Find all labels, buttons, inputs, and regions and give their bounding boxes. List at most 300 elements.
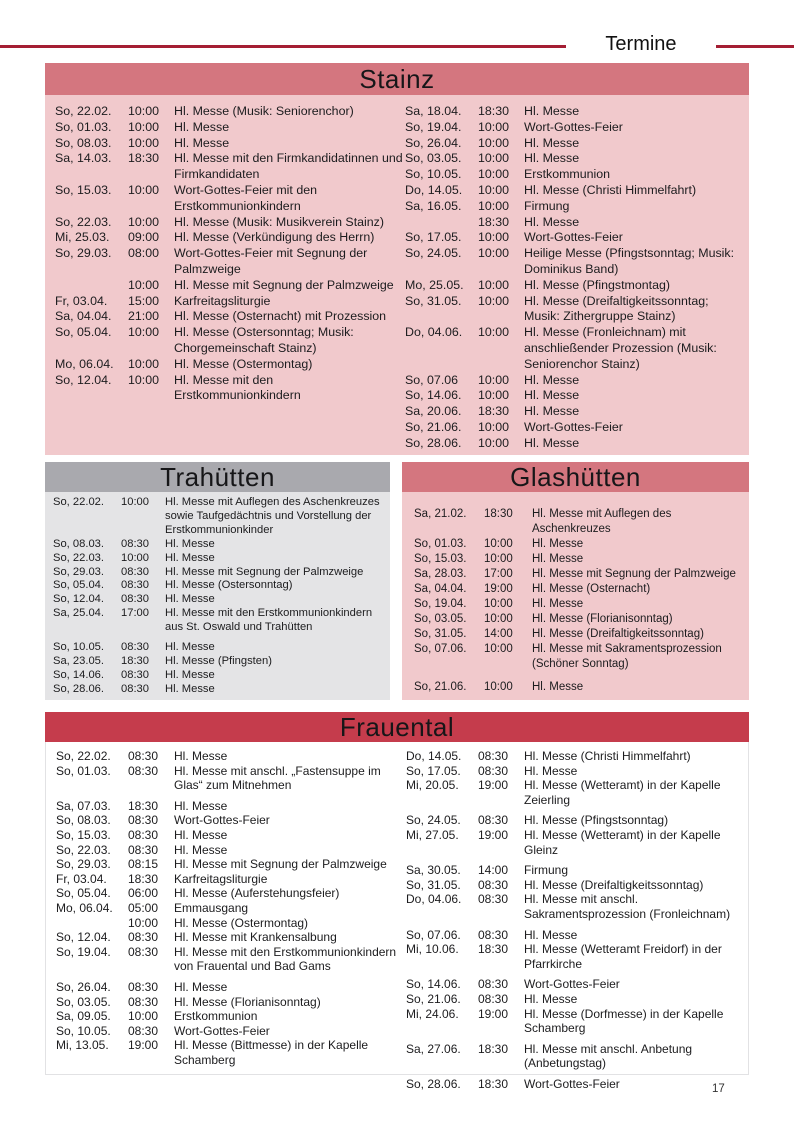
event-time: 19:00 [478,827,509,842]
event-date: So, 05.04. [53,579,105,592]
schedule-row [53,669,388,683]
schedule-row [55,373,405,405]
schedule-row [55,104,405,120]
event-date: Sa, 20.06. [405,404,462,419]
schedule-row [53,655,388,669]
schedule-row [56,799,406,814]
event-date: Sa, 04.04. [55,309,112,324]
schedule-row [56,749,406,764]
event-time: 10:00 [128,119,160,134]
event-date: Sa, 23.05. [53,654,105,667]
event-time: 10:00 [128,182,160,197]
schedule-row [56,980,406,995]
event-date: So, 29.03. [56,857,111,872]
event-time: 08:30 [128,930,159,945]
event-time: 18:30 [484,508,513,520]
event-time: 08:30 [478,877,509,892]
event-description: Hl. Messe (Christi Himmelfahrt) [524,749,691,763]
event-date: Sa, 07.03. [56,798,111,813]
schedule-row [53,593,388,607]
event-description: Hl. Messe [524,435,580,450]
event-time: 10:00 [478,435,510,450]
event-date: Mi, 20.05. [406,778,459,793]
event-date: Do, 14.05. [405,182,463,197]
schedule-row [53,566,388,580]
schedule-row [55,230,405,246]
event-time: 08:30 [478,977,509,992]
event-description: Hl. Messe [524,214,580,229]
event-description: Hl. Messe [524,372,580,387]
event-date: So, 26.04. [405,135,462,150]
event-time: 08:15 [128,857,159,872]
event-time: 10:00 [128,277,160,292]
event-time: 08:30 [128,994,159,1009]
event-time: 10:00 [128,325,160,340]
schedule-row [53,538,388,552]
stainz-left-column [55,104,405,455]
event-description: Hl. Messe [174,119,230,134]
schedule-row [53,683,388,697]
event-description: Hl. Messe [174,827,228,842]
stainz-right-column [405,104,747,455]
event-time: 18:30 [128,798,159,813]
schedule-row [55,357,405,373]
schedule-row [405,151,747,167]
event-time: 09:00 [128,230,160,245]
schedule-row [55,183,405,215]
event-time: 17:00 [484,568,513,580]
event-date: Sa, 04.04. [414,583,467,595]
event-description: Hl. Messe [174,979,228,994]
event-date: So, 08.03. [56,813,111,828]
event-date: So, 22.02. [56,749,111,763]
event-description: Hl. Messe [524,927,578,942]
event-description: Hl. Messe [165,668,215,681]
event-date: So, 24.05. [405,246,462,261]
schedule-row [406,1077,746,1092]
schedule-row [405,278,747,294]
event-time: 08:30 [478,991,509,1006]
event-time: 18:30 [478,942,509,957]
schedule-row [55,246,405,278]
schedule-row [405,388,747,404]
event-time: 10:00 [128,1009,159,1024]
event-date: So, 28.06. [405,435,462,450]
event-time: 10:00 [484,613,513,625]
schedule-row [414,582,745,597]
event-description: Hl. Messe (Wetteramt Freidorf) in der Pfarrkirche [524,942,722,971]
event-time: 18:30 [478,104,510,118]
event-description: Hl. Messe mit Segnung der Palmzweige [532,568,736,580]
event-description: Wort-Gottes-Feier mit Segnung der Palmzweige [174,246,368,276]
event-description: Hl. Messe [532,598,584,610]
schedule-row [405,246,747,278]
event-time: 10:00 [478,246,510,261]
header-rule-left [0,45,566,48]
event-description: Hl. Messe mit Segnung der Palmzweige [165,565,364,578]
schedule-row [406,928,746,943]
schedule-row [414,612,745,627]
schedule-row [56,930,406,945]
event-date: Mi, 24.06. [406,1006,459,1021]
event-description: Hl. Messe mit anschl. Sakramentsprozession (Fronleichnam) [524,892,731,921]
section-stainz [45,63,749,455]
event-date: So, 07.06. [406,927,461,942]
section-title-frauental: Frauental [45,712,749,742]
schedule-row [55,294,405,310]
schedule-row [56,843,406,858]
event-description: Hl. Messe (Ostersonntag) [165,579,293,592]
schedule-row [56,828,406,843]
event-date: Mi, 13.05. [56,1038,109,1053]
event-date: Mo, 25.05. [405,277,464,292]
schedule-row [414,627,745,642]
event-description: Hl. Messe (Wetteramt) in der Kapelle Zeierling [524,778,721,807]
event-description: Hl. Messe [532,538,584,550]
event-time: 10:00 [484,553,513,565]
event-description: Hl. Messe [174,749,228,763]
event-time: 10:00 [128,104,160,118]
section-trahuetten [45,462,390,700]
event-time: 08:30 [128,1023,159,1038]
event-time: 10:00 [478,293,510,308]
event-date: Do, 14.05. [406,749,462,763]
event-time: 10:00 [128,214,160,229]
section-title-stainz: Stainz [45,63,749,95]
event-time: 10:00 [121,496,149,508]
schedule-row [405,104,747,120]
event-time: 08:30 [121,537,149,550]
event-time: 19:00 [484,583,513,595]
event-time: 10:00 [121,551,149,564]
event-date: Sa, 18.04. [405,104,462,118]
event-time: 18:30 [128,151,160,166]
event-time: 08:30 [121,641,149,654]
event-description: Firmung [524,863,569,878]
schedule-row [406,942,746,971]
schedule-row [56,886,406,901]
event-time: 08:30 [128,827,159,842]
event-date: So, 03.05. [405,151,462,166]
schedule-row [55,151,405,183]
section-body-stainz [45,95,749,455]
event-time: 08:00 [128,246,160,261]
schedule-row [414,642,745,672]
event-time: 10:00 [478,182,510,197]
event-date: So, 19.04. [414,598,467,610]
event-description: Wort-Gottes-Feier [524,419,623,434]
event-date: So, 10.05. [405,167,462,182]
event-description: Karfreitagsliturgie [174,871,268,886]
event-date: So, 10.05. [56,1023,111,1038]
event-description: Hl. Messe [524,763,578,778]
page-content [45,63,749,1091]
event-time: 18:30 [128,871,159,886]
section-title-trahuetten: Trahütten [45,462,390,492]
event-time: 10:00 [484,643,513,655]
page-number: 17 [712,1083,725,1095]
section-body-frauental [45,742,749,1091]
event-description: Hl. Messe mit Segnung der Palmzweige [174,857,387,872]
event-time: 08:30 [121,682,149,695]
event-time: 10:00 [478,151,510,166]
event-description: Hl. Messe mit anschl. „Fastensuppe im Glas“ zum Mitnehmen [174,763,381,793]
event-date: So, 22.03. [53,551,105,564]
event-description: Wort-Gottes-Feier [524,230,623,245]
schedule-row [406,863,746,878]
frauental-left-column [56,749,406,1074]
event-description: Hl. Messe [174,798,228,813]
event-time: 06:00 [128,886,159,901]
event-date: So, 07.06. [414,643,467,655]
event-date: Sa, 25.04. [53,607,105,620]
event-description: Karfreitagsliturgie [174,293,271,308]
event-description: Hl. Messe mit Sakramentsprozession (Schöner Sonntag) [532,643,722,670]
event-date: So, 19.04. [56,944,111,959]
event-time: 18:30 [478,214,510,229]
event-time: 08:30 [128,842,159,857]
event-time: 15:00 [128,293,160,308]
schedule-row [405,136,747,152]
event-description: Hl. Messe (Ostersonntag; Musik: Chorgemeinschaft Stainz) [174,325,354,355]
event-time: 10:00 [484,538,513,550]
schedule-row [405,120,747,136]
event-time: 10:00 [478,419,510,434]
schedule-row [414,507,745,537]
event-description: Hl. Messe [524,151,580,166]
event-time: 10:00 [478,372,510,387]
section-title-glashuetten: Glashütten [402,462,749,492]
event-time: 05:00 [128,900,159,915]
event-time: 19:00 [478,1006,509,1021]
event-date: So, 01.03. [414,538,467,550]
event-date: So, 22.02. [53,496,105,508]
event-time: 08:30 [128,763,159,778]
schedule-row [405,167,747,183]
event-date: Sa, 14.03. [55,151,112,166]
schedule-row [414,567,745,582]
event-time: 08:30 [478,763,509,778]
event-date: So, 21.06. [405,419,462,434]
event-date: So, 31.05. [406,877,461,892]
event-date: So, 12.04. [53,593,105,606]
event-date: Fr, 03.04. [55,293,108,308]
event-date: Sa, 28.03. [414,568,467,580]
section-glashuetten [402,462,749,700]
event-time: 08:30 [478,892,509,907]
schedule-row [53,579,388,593]
event-time: 14:00 [478,863,509,878]
event-description: Erstkommunion [174,1009,258,1024]
event-time: 19:00 [128,1038,159,1053]
schedule-row [56,857,406,872]
event-date: So, 15.03. [55,182,112,197]
event-description: Hl. Messe mit den Erstkommunionkindern [174,372,301,403]
event-date: Sa, 16.05. [405,198,462,213]
schedule-row [405,420,747,436]
event-description: Wort-Gottes-Feier [174,1023,270,1038]
event-date: So, 31.05. [414,628,467,640]
event-time: 10:00 [478,119,510,134]
column-gap [390,462,402,700]
schedule-row [405,183,747,199]
event-time: 19:00 [478,778,509,793]
event-time: 10:00 [478,167,510,182]
event-date: So, 29.03. [55,246,112,261]
event-date: So, 28.06. [53,682,105,695]
event-time: 21:00 [128,309,160,324]
event-date: So, 22.03. [56,842,111,857]
event-time: 10:00 [478,277,510,292]
page-header-label: Termine [605,33,677,55]
event-date: Mo, 06.04. [56,900,113,915]
event-description: Hl. Messe [524,135,580,150]
event-time: 08:30 [121,579,149,592]
event-time: 08:30 [478,749,509,763]
event-date: Sa, 27.06. [406,1041,461,1056]
event-date: So, 12.04. [55,372,112,387]
schedule-row [55,325,405,357]
event-date: So, 05.04. [55,325,112,340]
event-description: Hl. Messe [165,682,215,695]
schedule-row [56,945,406,974]
event-description: Hl. Messe mit den Erstkommunionkindern aus St. Oswald und Trahütten [165,607,373,634]
event-date: So, 22.02. [55,104,112,118]
schedule-row [53,607,388,635]
event-description: Hl. Messe (Pfingstmontag) [524,277,670,292]
event-time: 10:00 [128,356,160,371]
event-date: Mi, 25.03. [55,230,110,245]
event-description: Hl. Messe [524,991,578,1006]
schedule-row [406,992,746,1007]
event-description: Hl. Messe (Musik: Musikverein Stainz) [174,214,384,229]
event-description: Hl. Messe (Dreifaltigkeitssonntag) [532,628,704,640]
event-date: So, 14.06. [406,977,461,992]
event-description: Hl. Messe [174,135,230,150]
schedule-row [55,120,405,136]
event-description: Hl. Messe mit Krankensalbung [174,930,337,945]
schedule-row [406,749,746,764]
event-date: Sa, 09.05. [56,1009,111,1024]
event-date: So, 07.06 [405,372,459,387]
event-description: Hl. Messe (Ostermontag) [174,915,309,930]
schedule-row [55,136,405,152]
schedule-row [56,872,406,887]
event-date: Mo, 06.04. [55,356,114,371]
event-date: Do, 04.06. [405,325,463,340]
schedule-row [405,325,747,372]
event-date: So, 05.04. [56,886,111,901]
event-time: 08:30 [121,668,149,681]
event-description: Hl. Messe [165,641,215,654]
event-date: So, 22.03. [55,214,112,229]
schedule-row [56,995,406,1010]
event-date: So, 21.06. [414,681,467,693]
event-description: Hl. Messe mit Auflegen des Aschenkreuzes sowie Taufgedächtnis und Vorstellung der Erstkommunionkinder [165,496,380,536]
schedule-row [405,436,747,452]
event-description: Hl. Messe (Musik: Seniorenchor) [174,104,354,118]
schedule-row [414,597,745,612]
event-date: So, 17.05. [406,763,461,778]
event-description: Hl. Messe (Pfingsten) [165,654,272,667]
event-description: Hl. Messe mit den Erstkommunionkindern von Frauental und Bad Gams [174,944,397,974]
schedule-row [414,552,745,567]
event-date: So, 24.05. [406,813,461,828]
event-description: Wort-Gottes-Feier [524,977,620,992]
event-description: Hl. Messe [532,553,584,565]
event-time: 10:00 [128,372,160,387]
event-time: 18:30 [478,1041,509,1056]
event-date: So, 29.03. [53,565,105,578]
event-time: 08:30 [121,593,149,606]
event-time: 08:30 [478,813,509,828]
event-description: Hl. Messe [524,104,580,118]
event-date: So, 08.03. [55,135,112,150]
event-time: 10:00 [478,388,510,403]
event-time: 10:00 [128,915,159,930]
event-time: 10:00 [478,135,510,150]
event-date: So, 10.05. [53,641,105,654]
event-time: 14:00 [484,628,513,640]
event-description: Hl. Messe [524,404,580,419]
event-description: Hl. Messe (Bittmesse) in der Kapelle Schamberg [174,1038,369,1067]
schedule-row [53,496,388,538]
event-date: So, 12.04. [56,930,111,945]
event-description: Hl. Messe (Osternacht) [532,583,651,595]
schedule-row [406,1007,746,1036]
event-time: 08:30 [128,944,159,959]
event-description: Wort-Gottes-Feier [524,119,623,134]
event-date: So, 03.05. [56,994,111,1009]
schedule-row [56,901,406,916]
event-description: Hl. Messe mit Segnung der Palmzweige [174,277,394,292]
event-date: So, 19.04. [405,119,462,134]
schedule-row [405,373,747,389]
event-time: 08:30 [128,749,159,763]
event-date: Mi, 27.05. [406,827,459,842]
event-description: Wort-Gottes-Feier [174,813,270,828]
event-description: Erstkommunion [524,167,611,182]
event-description: Hl. Messe (Auferstehungsfeier) [174,886,340,901]
event-description: Hl. Messe [165,551,215,564]
event-description: Hl. Messe [165,593,215,606]
schedule-row [53,641,388,655]
event-description: Hl. Messe (Florianisonntag) [174,994,321,1009]
event-time: 17:00 [121,607,149,620]
event-description: Heilige Messe (Pfingstsonntag; Musik: Dominikus Band) [524,246,735,276]
event-time: 08:30 [121,565,149,578]
schedule-row [56,1009,406,1024]
event-description: Hl. Messe (Dreifaltigkeitssonntag) [524,877,704,892]
section-body-trahuetten [45,492,390,700]
event-date: Sa, 30.05. [406,863,461,878]
event-time: 10:00 [484,681,513,693]
event-description: Hl. Messe (Fronleichnam) mit anschließender Prozession (Musik: Seniorenchor Stainz) [524,325,717,371]
schedule-row [406,878,746,893]
event-description: Emmausgang [174,900,249,915]
schedule-row [405,404,747,420]
event-time: 08:30 [128,813,159,828]
schedule-row [405,230,747,246]
event-date: So, 31.05. [405,293,462,308]
event-date: So, 26.04. [56,979,111,994]
schedule-row [53,552,388,566]
schedule-row [55,278,405,294]
event-description: Hl. Messe (Pfingstsonntag) [524,813,669,828]
schedule-row [405,294,747,326]
event-description: Hl. Messe mit den Firmkandidatinnen und Firmkandidaten [174,151,403,182]
schedule-row [56,764,406,793]
